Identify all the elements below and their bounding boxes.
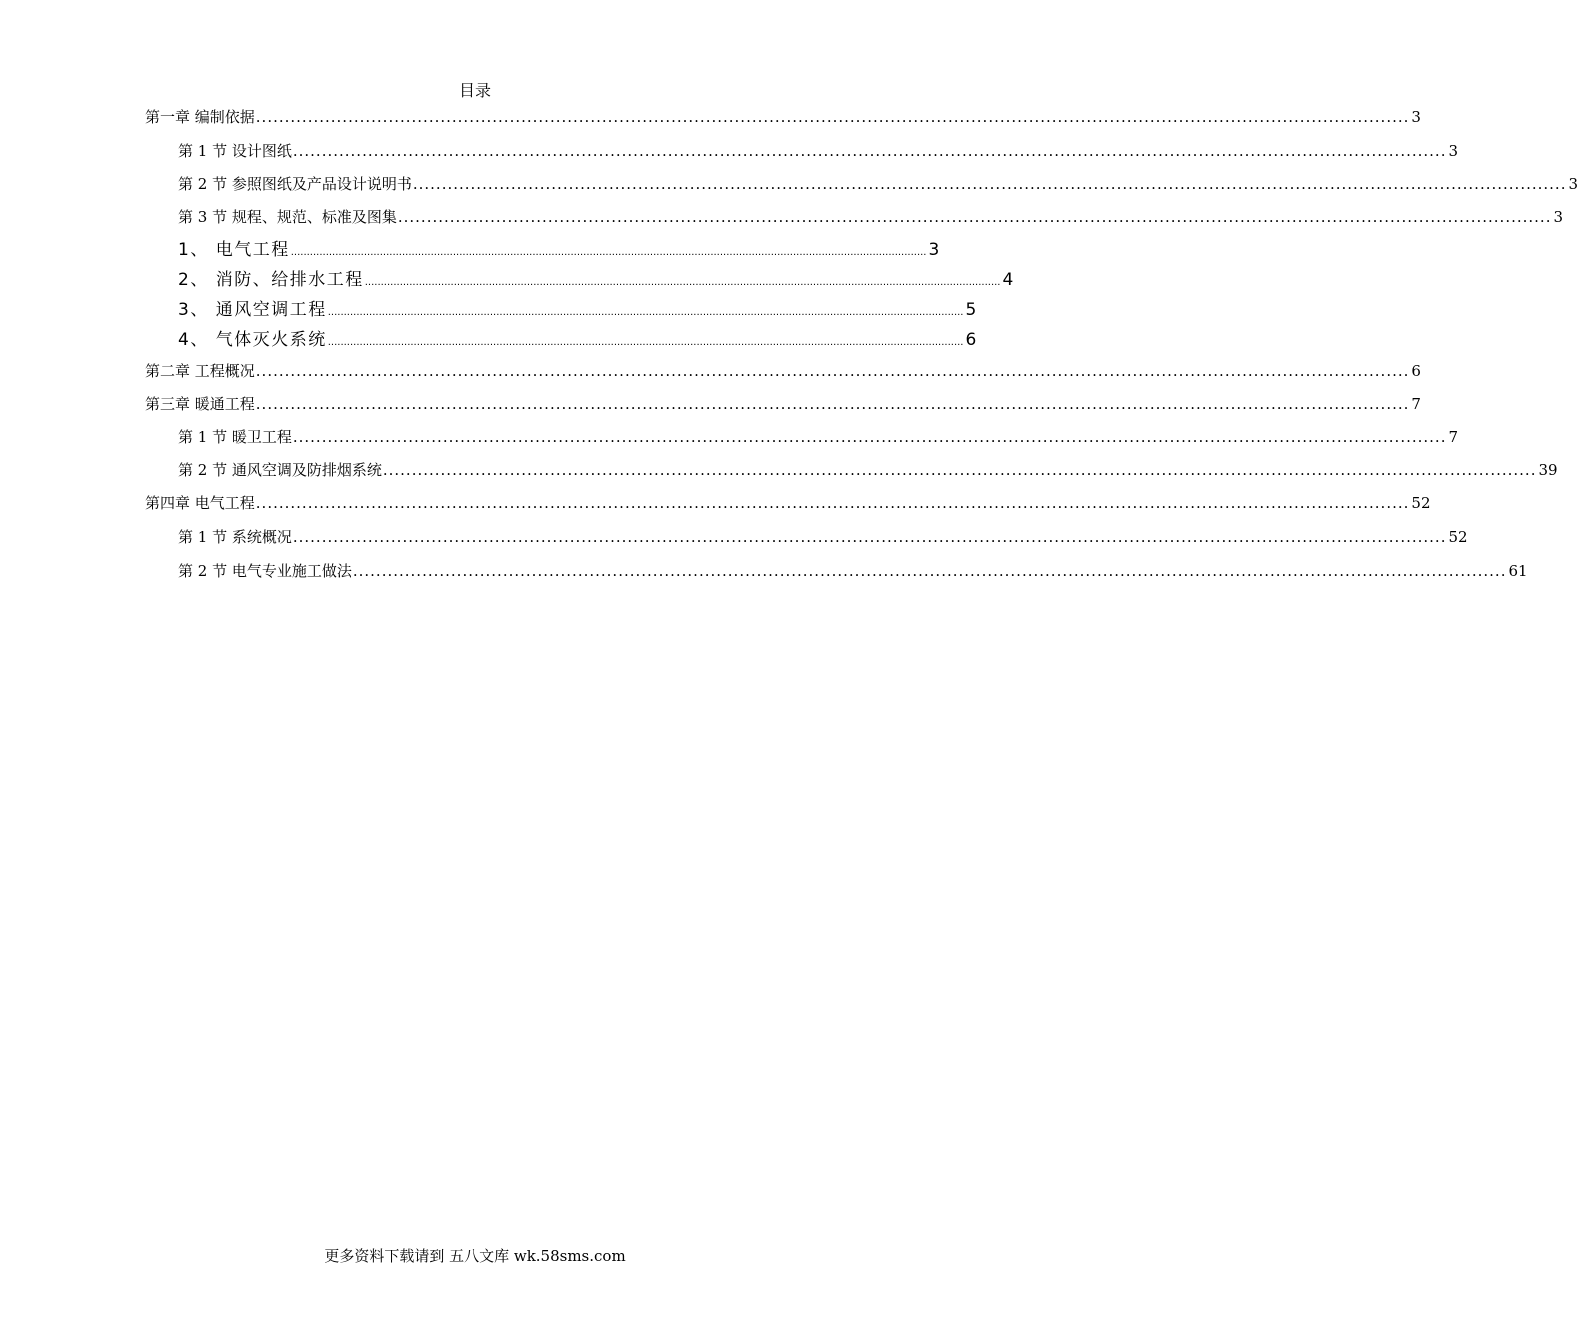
toc-entry[interactable]: [178, 527, 1468, 547]
toc-entry-label: 第 2 节 参照图纸及产品设计说明书: [178, 175, 412, 193]
toc-entry-page: 6: [1411, 362, 1421, 380]
toc-entry-page: 61: [1508, 562, 1528, 580]
toc-entry-page: 3: [1448, 142, 1459, 160]
dot-leader: ........................................................................................................................................................................................................: [290, 247, 927, 258]
toc-entry-label: 1、 电气工程: [178, 240, 290, 260]
dot-leader: ........................................................................................................................................................................................................: [397, 208, 1552, 226]
dot-leader: ........................................................................................................................................................................................................: [352, 562, 1507, 580]
dot-leader: ........................................................................................................................................................................................................: [292, 142, 1447, 160]
toc-entry-page: 52: [1448, 528, 1468, 546]
toc-entry[interactable]: [178, 239, 940, 264]
toc-entry-page: 4: [1002, 270, 1014, 290]
dot-leader: ........................................................................................................................................................................................................: [382, 461, 1537, 479]
toc-entry[interactable]: [178, 207, 1564, 227]
toc-entry[interactable]: [178, 174, 1578, 194]
toc-entry-page: 5: [965, 300, 977, 320]
toc-entry-label: 第三章 暖通工程: [145, 395, 255, 413]
toc-entry[interactable]: [145, 107, 1421, 127]
toc-entry-page: 6: [965, 330, 977, 350]
dot-leader: ........................................................................................................................................................................................................: [364, 277, 1001, 288]
dot-leader: ........................................................................................................................................................................................................: [255, 108, 1410, 126]
toc-entry-label: 第 2 节 通风空调及防排烟系统: [178, 461, 382, 479]
toc-entry-label: 第 1 节 系统概况: [178, 528, 292, 546]
dot-leader: ........................................................................................................................................................................................................: [292, 528, 1447, 546]
toc-entry-label: 第 3 节 规程、规范、标准及图集: [178, 208, 397, 226]
toc-entry-label: 4、 气体灭火系统: [178, 330, 327, 350]
toc-entry[interactable]: [178, 427, 1459, 447]
toc-entry-label: 第 1 节 暖卫工程: [178, 428, 292, 446]
dot-leader: ........................................................................................................................................................................................................: [327, 337, 964, 348]
toc-entry[interactable]: [178, 141, 1459, 161]
toc-entry[interactable]: [178, 329, 977, 354]
toc-entry[interactable]: [145, 361, 1421, 381]
dot-leader: ........................................................................................................................................................................................................: [255, 362, 1410, 380]
toc-entry[interactable]: [145, 493, 1431, 513]
toc-entry-label: 3、 通风空调工程: [178, 300, 327, 320]
toc-entry-label: 第 1 节 设计图纸: [178, 142, 292, 160]
toc-entry-label: 第二章 工程概况: [145, 362, 255, 380]
dot-leader: ........................................................................................................................................................................................................: [412, 175, 1567, 193]
toc-entry-label: 2、 消防、给排水工程: [178, 270, 364, 290]
toc-entry-label: 第一章 编制依据: [145, 108, 255, 126]
toc-entry-page: 3: [1411, 108, 1421, 126]
toc-entry-page: 39: [1538, 461, 1558, 479]
toc-entry[interactable]: [145, 394, 1421, 414]
toc-entry[interactable]: [178, 299, 977, 324]
toc-entry-page: 7: [1448, 428, 1459, 446]
toc-entry[interactable]: [178, 269, 1014, 294]
toc-entry-page: 52: [1411, 494, 1431, 512]
dot-leader: ........................................................................................................................................................................................................: [255, 494, 1410, 512]
toc-entry-label: 第 2 节 电气专业施工做法: [178, 562, 352, 580]
footer-note: 更多资料下载请到 五八文库 wk.58sms.com: [324, 1247, 626, 1265]
toc-entry-label: 第四章 电气工程: [145, 494, 255, 512]
dot-leader: ........................................................................................................................................................................................................: [327, 307, 964, 318]
dot-leader: ........................................................................................................................................................................................................: [255, 395, 1410, 413]
dot-leader: ........................................................................................................................................................................................................: [292, 428, 1447, 446]
toc-title: 目录: [458, 81, 491, 100]
toc-entry-page: 3: [1553, 208, 1564, 226]
toc-entry[interactable]: [178, 561, 1528, 581]
toc-entry[interactable]: [178, 460, 1558, 480]
toc-entry-page: 3: [928, 240, 940, 260]
toc-entry-page: 3: [1568, 175, 1578, 193]
toc-entry-page: 7: [1411, 395, 1421, 413]
